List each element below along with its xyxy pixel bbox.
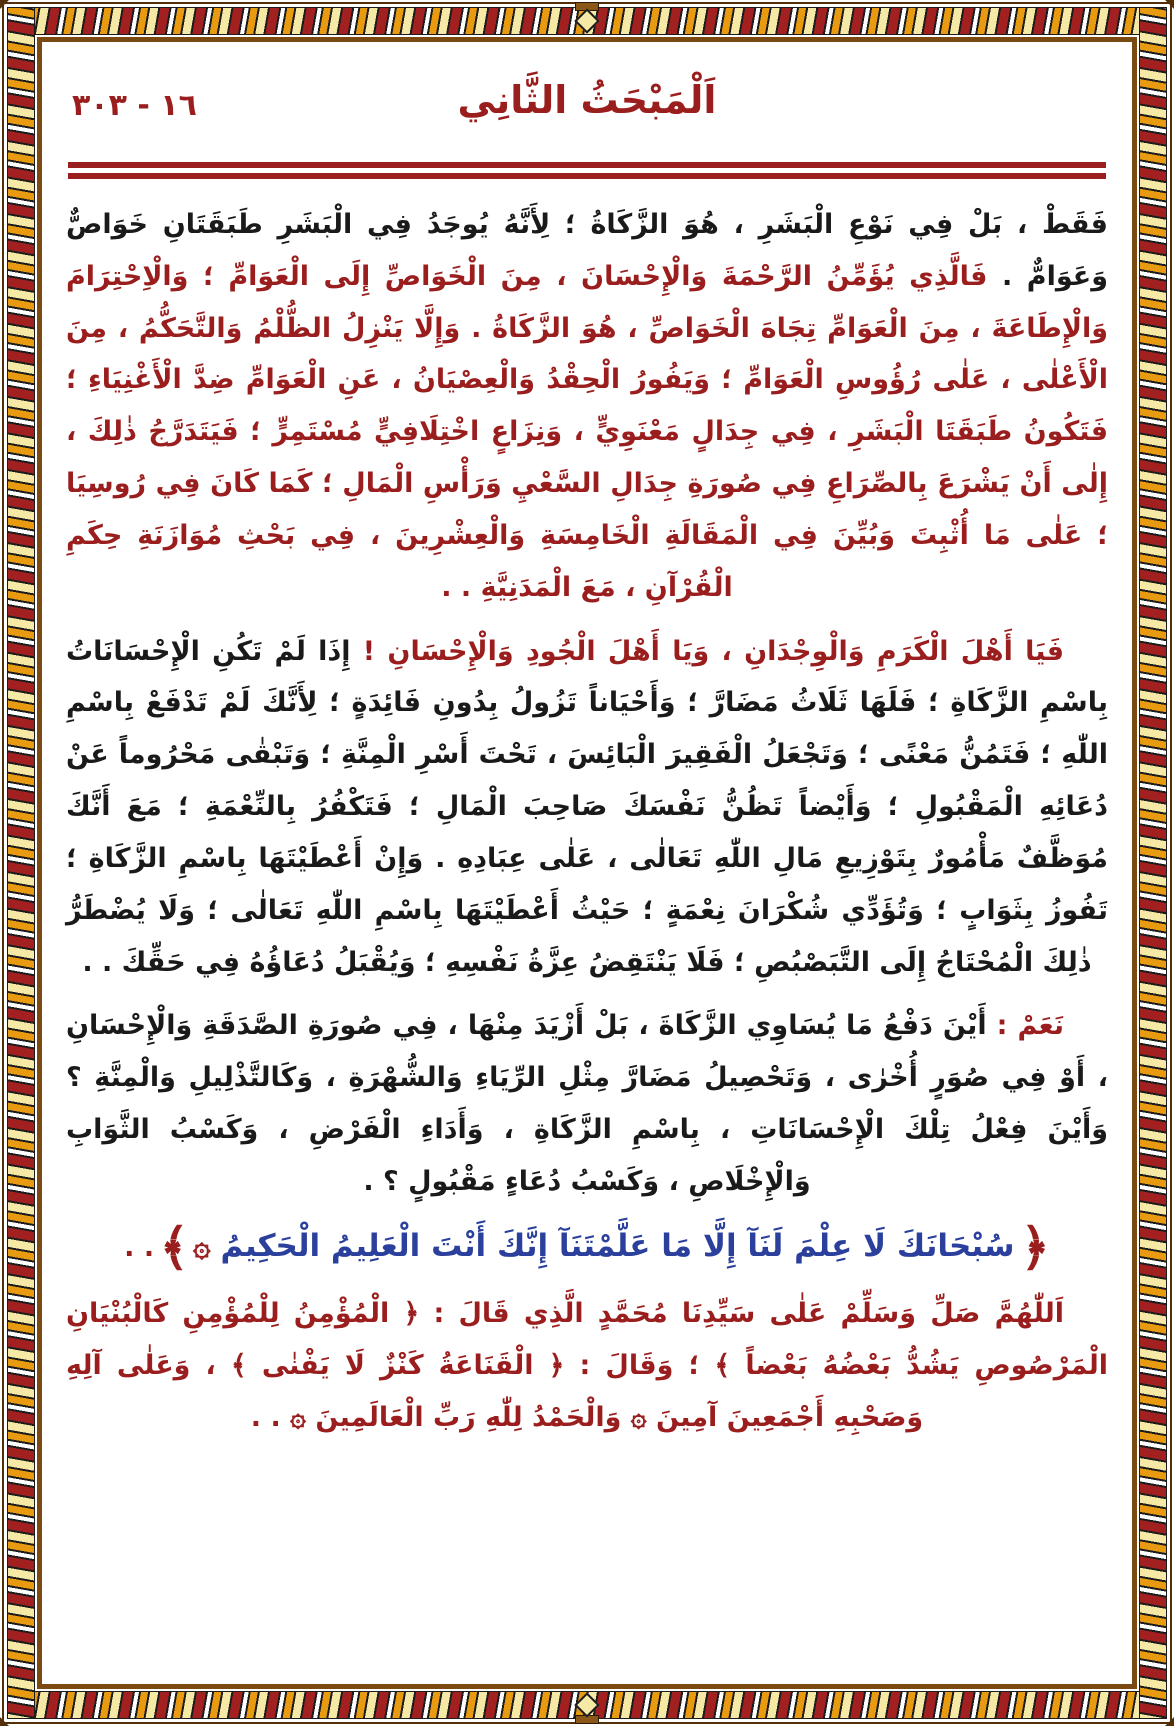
paragraph-address-generous [66,626,1108,989]
paragraph-lead-black: فَقَطْ ، بَلْ فِي نَوْعِ الْبَشَرِ ، هُوَ الزَّكَاةُ ؛ لِأَنَّهُ يُوجَدُ فِي الْبَشَرِ طَبَقَتَانِ خَوَاصٌّ وَعَوَامٌّ . [66,209,1108,292]
paragraph-naam-question [66,1000,1108,1207]
paragraph-zakat-classes [66,199,1108,614]
page-content [42,42,1132,1684]
ornate-open-bracket-icon: ﴿ [1020,1217,1050,1276]
frame-band-right [1139,7,1167,1719]
page-title: اَلْمَبْحَثُ الثَّانِي [457,78,717,122]
page-number: ١٦ - ٣٠٣ [72,88,197,123]
rub-el-hizb-rosette-icon: ۞ [192,1228,211,1264]
paragraph-body-red: فَالَّذِي يُؤَمِّنُ الرَّحْمَةَ وَالْإِحْسَانَ ، مِنَ الْخَوَاصِّ إِلَى الْعَوَامِّ ؛ وَالْاِحْتِرَامَ وَالْإِطَاعَةَ ، مِنَ الْعَوَامِّ تِجَاهَ الْخَوَاصِّ ، هُوَ الزَّكَاةُ . وَإِلَّا يَنْزِلُ الظُّلْمُ وَالتَّحَكُّمُ ، مِنَ الْأَعْلٰى ، عَلٰى رُؤُوسِ الْعَوَامِّ ؛ وَيَفُورُ الْحِقْدُ وَالْعِصْيَانُ ، عَنِ الْعَوَامِّ ضِدَّ الْأَغْنِيَاءِ ؛ فَتَكُونُ طَبَقَتَا الْبَشَرِ ، فِي جِدَالٍ مَعْنَوِيٍّ ، وَنِزَاعٍ اخْتِلَافِيٍّ مُسْتَمِرٍّ ؛ فَيَتَدَرَّجُ ذٰلِكَ ، إِلٰى أَنْ يَشْرَعَ بِالصِّرَاعِ فِي صُورَةِ جِدَالِ السَّعْيِ وَرَأْسِ الْمَالِ ؛ كَمَا كَانَ فِي رُوسِيَا ؛ عَلٰى مَا أُثْبِتَ وَبُيِّنَ فِي الْمَقَالَةِ الْخَامِسَةِ وَالْعِشْرِينَ ، فِي بَحْثِ مُوَازَنَةِ حِكَمِ الْقُرْآنِ ، مَعَ الْمَدَنِيَّةِ . . [66,260,1108,603]
verse-trailing-dots: . . [124,1231,155,1263]
paragraph-lead-red: فَيَا أَهْلَ الْكَرَمِ وَالْوِجْدَانِ ، وَيَا أَهْلَ الْجُودِ وَالْإِحْسَانِ ! [350,635,1065,667]
paragraph-lead-red: نَعَمْ : [986,1010,1064,1042]
title-double-rule [68,162,1106,179]
paragraph-body-black: إِذَا لَمْ تَكُنِ الْإِحْسَانَاتُ بِاسْمِ الزَّكَاةِ ؛ فَلَهَا ثَلَاثُ مَضَارَّ ؛ وَأَحْيَاناً تَزُولُ بِدُونِ فَائِدَةٍ ؛ لِأَنَّكَ لَمْ تَدْفَعْ بِاسْمِ اللّٰهِ ؛ فَتَمُنُّ مَعْنًى ؛ وَتَجْعَلُ الْفَقِيرَ الْبَائِسَ ، تَحْتَ أَسْرِ الْمِنَّةِ ؛ وَتَبْقٰى مَحْرُوماً عَنْ دُعَائِهِ الْمَقْبُولِ ؛ وَأَيْضاً تَظُنُّ نَفْسَكَ صَاحِبَ الْمَالِ ؛ فَتَكْفُرُ بِالنِّعْمَةِ ؛ مَعَ أَنَّكَ مُوَظَّفٌ مَأْمُورٌ بِتَوْزِيعِ مَالِ اللّٰهِ تَعَالٰى ، عَلٰى عِبَادِهِ . وَإِنْ أَعْطَيْتَهَا بِاسْمِ الزَّكَاةِ ؛ تَفُوزُ بِثَوَابٍ ؛ وَتُؤَدِّي شُكْرَانَ نِعْمَةٍ ؛ حَيْثُ أَعْطَيْتَهَا بِاسْمِ اللّٰهِ تَعَالٰى ؛ وَلَا يُضْطَرُّ ذٰلِكَ الْمُحْتَاجُ إِلَى التَّبَصْبُصِ ؛ فَلَا يَنْتَقِضُ عِزَّةُ نَفْسِهِ ؛ وَيُقْبَلُ دُعَاؤُهُ فِي حَقِّكَ . . [66,635,1108,978]
frame-band-left [7,7,35,1719]
quran-verse-line [66,1217,1108,1276]
ornate-close-bracket-icon: ﴾ [159,1217,189,1276]
quran-verse-text: سُبْحَانَكَ لَا عِلْمَ لَنَآ إِلَّا مَا عَلَّمْتَنَآ إِنَّكَ أَنْتَ الْعَلِيمُ الْحَكِيمُ [220,1227,1015,1264]
paragraph-body-black: أَيْنَ دَفْعُ مَا يُسَاوِي الزَّكَاةَ ، بَلْ أَزْيَدَ مِنْهَا ، فِي صُورَةِ الصَّدَقَةِ وَالْإِحْسَانِ ، أَوْ فِي صُوَرٍ أُخْرٰى ، وَتَحْصِيلُ مَضَارَّ مِثْلِ الرِّيَاءِ وَالشُّهْرَةِ ، وَكَالتَّذْلِيلِ وَالْمِنَّةِ ؟ وَأَيْنَ فِعْلُ تِلْكَ الْإِحْسَانَاتِ ، بِاسْمِ الزَّكَاةِ ، وَأَدَاءِ الْفَرْضِ ، وَكَسْبُ الثَّوَابِ وَالْإِخْلَاصِ ، وَكَسْبُ دُعَاءٍ مَقْبُولٍ ؟ . [66,1010,1108,1197]
page-header [66,78,1108,144]
paragraph-closing-salawat: اَللّٰهُمَّ صَلِّ وَسَلِّمْ عَلٰى سَيِّدِنَا مُحَمَّدٍ الَّذِي قَالَ : ﴿ الْمُؤْمِنُ لِلْمُؤْمِنِ كَالْبُنْيَانِ الْمَرْصُوصِ يَشُدُّ بَعْضُهُ بَعْضاً ﴾ ؛ وَقَالَ : ﴿ الْقَنَاعَةُ كَنْزٌ لَا يَفْنٰى ﴾ ، وَعَلٰى آلِهِ وَصَحْبِهِ أَجْمَعِينَ آمِينَ ۞ وَالْحَمْدُ لِلّٰهِ رَبِّ الْعَالَمِينَ ۞ . . [66,1298,1108,1434]
